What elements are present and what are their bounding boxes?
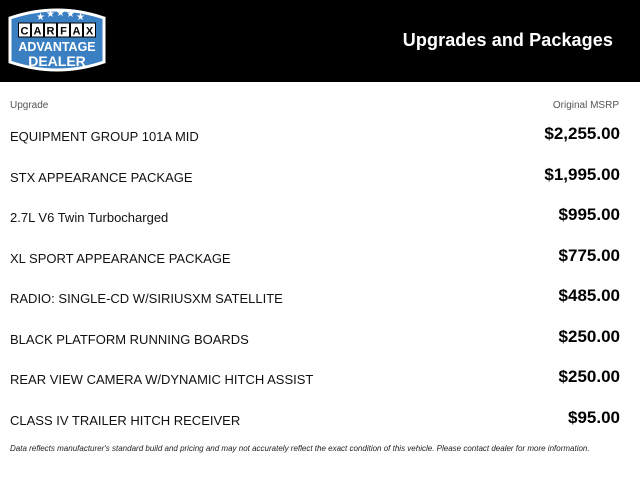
upgrade-price: $2,255.00: [544, 124, 620, 143]
svg-text:★: ★: [46, 9, 55, 20]
carfax-advantage-dealer-logo: [6, 4, 108, 76]
svg-text:★: ★: [76, 12, 85, 23]
upgrade-column-header: Upgrade: [10, 100, 49, 111]
list-item: [0, 408, 640, 432]
carfax-letter: A: [72, 25, 81, 38]
list-item: [0, 246, 640, 270]
upgrade-name: BLACK PLATFORM RUNNING BOARDS: [10, 332, 249, 347]
carfax-letter: C: [20, 25, 29, 38]
msrp-column-header: Original MSRP: [552, 100, 619, 111]
svg-text:★: ★: [36, 12, 45, 23]
disclaimer-text: Data reflects manufacturer's standard build and pricing and may not accurately reflect the exact condition of this vehicle. Please contact dealer for more information.: [10, 444, 590, 453]
svg-text:★: ★: [56, 8, 65, 19]
upgrade-price: $250.00: [558, 367, 620, 386]
carfax-letter: R: [46, 25, 55, 38]
upgrade-price: $1,995.00: [544, 165, 620, 184]
upgrade-price: $95.00: [568, 408, 620, 427]
list-item: [0, 205, 640, 229]
header-bar: [0, 0, 640, 82]
carfax-letter: A: [33, 25, 42, 38]
svg-text:DEALER: DEALER: [28, 53, 86, 69]
upgrade-name: EQUIPMENT GROUP 101A MID: [10, 129, 199, 144]
upgrade-name: REAR VIEW CAMERA W/DYNAMIC HITCH ASSIST: [10, 372, 314, 387]
svg-text:ADVANTAGE: ADVANTAGE: [18, 40, 96, 54]
list-item: [0, 124, 640, 148]
list-item: [0, 286, 640, 310]
upgrade-name: 2.7L V6 Twin Turbocharged: [10, 210, 169, 225]
list-item: [0, 327, 640, 351]
upgrade-price: $995.00: [558, 205, 620, 224]
svg-text:★: ★: [66, 9, 75, 20]
upgrade-name: STX APPEARANCE PACKAGE: [10, 170, 193, 185]
upgrade-price: $775.00: [558, 246, 620, 265]
carfax-letter: F: [60, 25, 67, 38]
upgrade-name: CLASS IV TRAILER HITCH RECEIVER: [10, 413, 241, 428]
upgrade-price: $485.00: [558, 286, 620, 305]
list-item: [0, 367, 640, 391]
page-title: Upgrades and Packages: [402, 30, 613, 50]
upgrade-price: $250.00: [558, 327, 620, 346]
upgrade-name: XL SPORT APPEARANCE PACKAGE: [10, 251, 231, 266]
carfax-letter: X: [85, 25, 94, 38]
upgrade-name: RADIO: SINGLE-CD W/SIRIUSXM SATELLITE: [10, 291, 283, 306]
list-item: [0, 165, 640, 189]
